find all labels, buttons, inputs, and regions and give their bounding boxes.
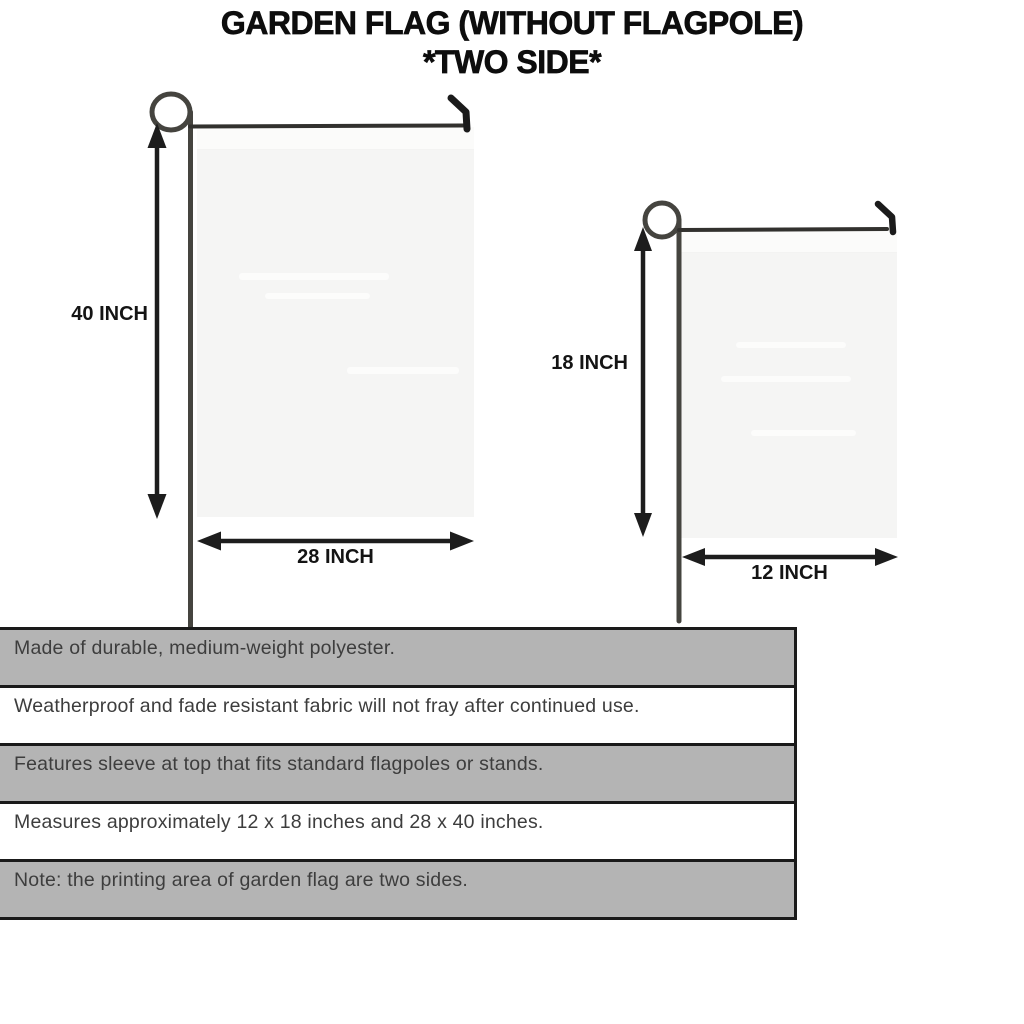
title-block (0, 4, 1024, 82)
flag-fabric-highlight (751, 430, 856, 436)
feature-text: Measures approximately 12 x 18 inches and 28 x 40 inches. (14, 811, 544, 833)
height-arrow-small-icon (634, 227, 652, 537)
flag-large-sleeve (197, 127, 474, 150)
flag-fabric-highlight (239, 273, 389, 280)
height-label-small: 18 INCH (551, 352, 628, 374)
feature-text: Made of durable, medium-weight polyester. (14, 637, 396, 659)
width-label-small: 12 INCH (751, 562, 828, 584)
flag-hook-small-icon (878, 204, 893, 232)
feature-row (0, 685, 797, 746)
page-subtitle: *TWO SIDE* (422, 44, 602, 80)
flag-large (197, 127, 474, 517)
feature-table (0, 627, 797, 920)
flag-small (681, 230, 897, 538)
height-label-large: 40 INCH (71, 303, 148, 325)
feature-row (0, 859, 797, 920)
flag-hook-large-icon (451, 98, 467, 129)
feature-row (0, 627, 797, 688)
width-label-large: 28 INCH (297, 546, 374, 568)
feature-text: Weatherproof and fade resistant fabric will not fray after continued use. (14, 695, 640, 717)
flag-fabric-highlight (265, 293, 370, 299)
feature-text: Note: the printing area of garden flag are two sides. (14, 869, 468, 891)
flag-small-sleeve (681, 230, 897, 253)
page-title: GARDEN FLAG (WITHOUT FLAGPOLE) (220, 5, 804, 41)
flag-fabric-highlight (736, 342, 846, 348)
height-arrow-large-icon (148, 123, 167, 519)
flag-fabric-highlight (347, 367, 459, 374)
feature-row (0, 743, 797, 804)
flag-fabric-highlight (721, 376, 851, 382)
feature-text: Features sleeve at top that fits standard flagpoles or stands. (14, 753, 544, 775)
feature-row (0, 801, 797, 862)
